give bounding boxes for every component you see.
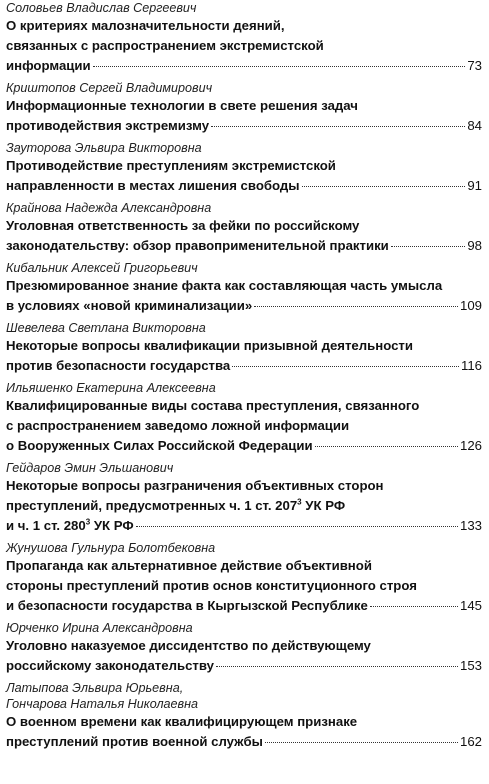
toc-entry[interactable] <box>6 540 484 616</box>
toc-entry[interactable] <box>6 620 484 676</box>
page-number: 153 <box>459 658 482 673</box>
entry-title-line: Квалифицированные виды состава преступления, связанного <box>6 398 420 413</box>
entry-title-line: противодействия экстремизму <box>6 118 210 133</box>
dot-leader <box>254 306 458 307</box>
dot-leader <box>302 186 466 187</box>
toc-entry[interactable] <box>6 460 484 536</box>
dot-leader <box>93 66 466 67</box>
dot-leader <box>136 526 458 527</box>
entry-author: Соловьев Владислав Сергеевич <box>6 1 197 15</box>
dot-leader <box>370 606 458 607</box>
entry-author: Юрченко Ирина Александровна <box>6 621 193 635</box>
entry-author: Ильяшенко Екатерина Алексеевна <box>6 381 216 395</box>
toc-entry[interactable] <box>6 260 484 316</box>
entry-title-line: направленности в местах лишения свободы <box>6 178 300 193</box>
entry-title-line: с распространением заведомо ложной информации <box>6 418 350 433</box>
page-number: 73 <box>467 58 482 73</box>
dot-leader <box>232 366 459 367</box>
entry-author: Гейдаров Эмин Эльшанович <box>6 461 174 475</box>
page-number: 126 <box>459 438 482 453</box>
dot-leader <box>265 742 458 743</box>
entry-title-last-line <box>6 516 484 536</box>
toc-entry[interactable] <box>6 680 484 752</box>
entry-author: Гончарова Наталья Николаевна <box>6 697 199 711</box>
entry-title-last-line <box>6 176 484 196</box>
entry-title-last-line <box>6 596 484 616</box>
entry-title-line: связанных с распространением экстремистской <box>6 38 324 53</box>
entry-title-line: и безопасности государства в Кыргызской Республике <box>6 598 368 613</box>
entry-title-last-line <box>6 732 484 752</box>
page-number: 145 <box>459 598 482 613</box>
page-number: 98 <box>467 238 482 253</box>
dot-leader <box>211 126 465 127</box>
entry-author: Латыпова Эльвира Юрьевна, <box>6 681 184 695</box>
entry-title-last-line <box>6 236 484 256</box>
entry-title-line: Презюмированное знание факта как составляющая часть умысла <box>6 278 443 293</box>
entry-title-line: стороны преступлений против основ конституционного строя <box>6 578 417 593</box>
toc-entry[interactable] <box>6 320 484 376</box>
entry-title-line: Пропаганда как альтернативное действие объективной <box>6 558 372 573</box>
page-number: 84 <box>467 118 482 133</box>
page-number: 109 <box>459 298 482 313</box>
entry-title-line: Уголовно наказуемое диссидентство по действующему <box>6 638 371 653</box>
entry-title-last-line <box>6 656 484 676</box>
entry-title-line: Некоторые вопросы квалификации призывной деятельности <box>6 338 414 353</box>
entry-title-line: О военном времени как квалифицирующем признаке <box>6 714 358 729</box>
entry-title-line: преступлений против военной службы <box>6 734 263 749</box>
entry-title-line: Противодействие преступлениям экстремистской <box>6 158 336 173</box>
toc-entry[interactable] <box>6 0 484 76</box>
page-number: 116 <box>460 358 482 373</box>
entry-title-line: преступлений, предусмотренных ч. 1 ст. $207^3$ УК РФ <box>6 497 346 513</box>
dot-leader <box>391 246 466 247</box>
entry-title-last-line <box>6 56 484 76</box>
entry-title-line: в условиях «новой криминализации» <box>6 298 253 313</box>
entry-title-line: против безопасности государства <box>6 358 231 373</box>
entry-title-line: о Вооруженных Силах Российской Федерации <box>6 438 313 453</box>
page-number: 162 <box>459 734 482 749</box>
entry-title-line: Уголовная ответственность за фейки по российскому <box>6 218 360 233</box>
page-number: 91 <box>467 178 482 193</box>
toc-entry[interactable] <box>6 200 484 256</box>
entry-author: Зауторова Эльвира Викторовна <box>6 141 202 155</box>
page-number: 133 <box>459 518 482 533</box>
entry-author: Шевелева Светлана Викторовна <box>6 321 206 335</box>
entry-title-line: и ч. 1 ст. $280^3$ УК РФ <box>6 517 134 533</box>
entry-title-last-line <box>6 296 484 316</box>
entry-title-line: законодательству: обзор правоприменительной практики <box>6 238 389 253</box>
toc-entry[interactable] <box>6 80 484 136</box>
dot-leader <box>315 446 458 447</box>
entry-title-line: Информационные технологии в свете решения задач <box>6 98 358 113</box>
superscript: 3 <box>297 497 302 507</box>
toc-entry[interactable] <box>6 140 484 196</box>
entry-author: Крайнова Надежда Александровна <box>6 201 212 215</box>
superscript: 3 <box>85 517 91 527</box>
entry-author: Жунушова Гульнура Болотбековна <box>6 541 216 555</box>
entry-title-last-line <box>6 436 484 456</box>
entry-title-last-line <box>6 116 484 136</box>
entry-title-line: информации <box>6 58 91 73</box>
entry-title-last-line <box>6 356 484 376</box>
dot-leader <box>216 666 458 667</box>
entry-author: Кибальник Алексей Григорьевич <box>6 261 198 275</box>
toc-entry[interactable] <box>6 380 484 456</box>
table-of-contents <box>6 0 484 749</box>
entry-title-line: О критериях малозначительности деяний, <box>6 18 285 33</box>
entry-title-line: Некоторые вопросы разграничения объективных сторон <box>6 478 384 493</box>
entry-author: Криштопов Сергей Владимирович <box>6 81 213 95</box>
entry-title-line: российскому законодательству <box>6 658 214 673</box>
